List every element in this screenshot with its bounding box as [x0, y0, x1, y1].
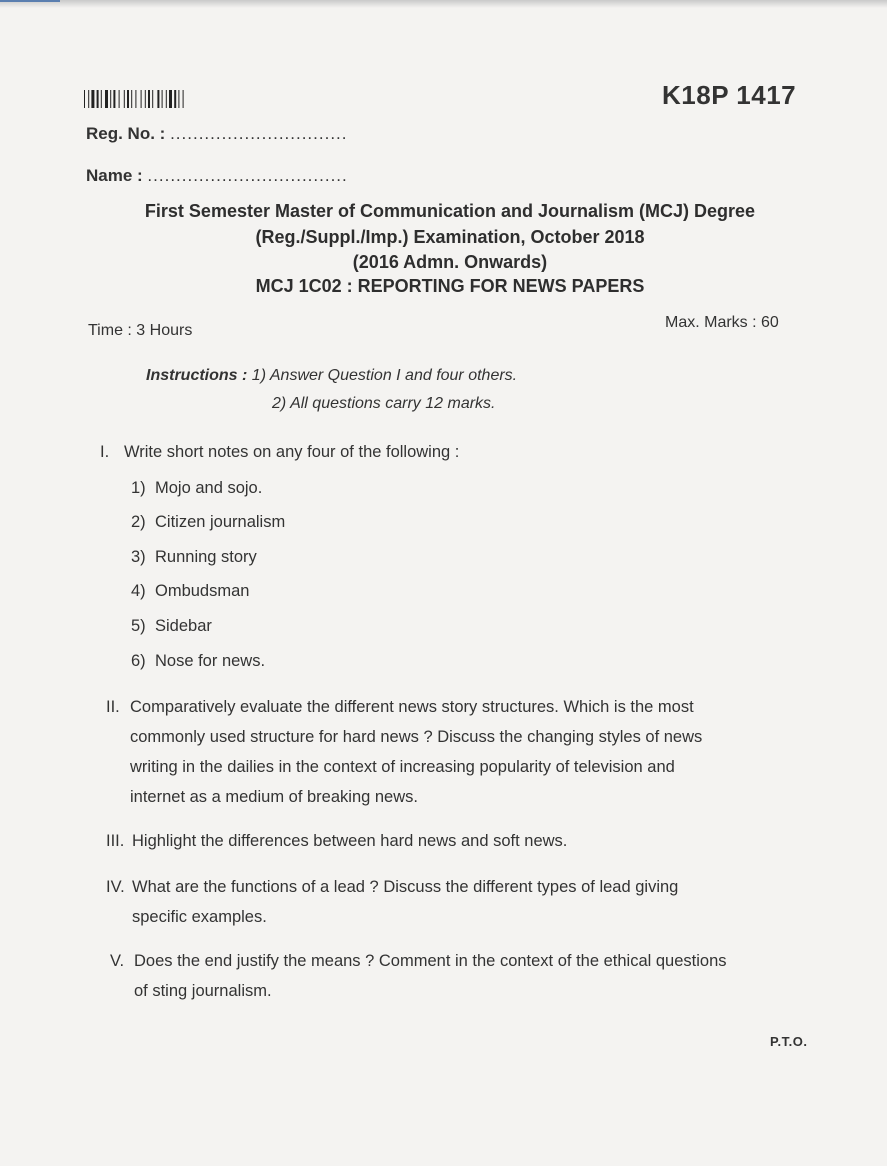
question-number: III.	[106, 832, 125, 850]
sub-question	[131, 652, 265, 671]
sub-number: 3)	[131, 548, 146, 566]
question-4	[106, 872, 806, 932]
course-title: MCJ 1C02 : REPORTING FOR NEWS PAPERS	[255, 276, 645, 296]
name-field	[86, 166, 348, 186]
sub-question	[131, 548, 257, 567]
max-marks: Max. Marks : 60	[665, 314, 779, 331]
sub-number: 2)	[131, 513, 146, 531]
sub-number: 6)	[131, 652, 146, 670]
sub-question	[131, 617, 212, 636]
sub-text: Running story	[155, 548, 257, 566]
question-line: Highlight the differences between hard news and soft news.	[132, 832, 568, 850]
sub-number: 4)	[131, 582, 146, 600]
question-text	[130, 692, 702, 812]
time-allowed: Time : 3 Hours	[88, 322, 193, 339]
sub-text: Mojo and sojo.	[155, 479, 263, 497]
instruction-2: 2) All questions carry 12 marks.	[272, 395, 496, 412]
exam-title-line3: (2016 Admn. Onwards)	[352, 252, 548, 272]
question-5	[110, 946, 810, 1006]
question-1	[100, 437, 820, 467]
sub-number: 5)	[131, 617, 146, 635]
barcode	[84, 90, 246, 108]
question-text	[132, 872, 678, 932]
reg-no-dots: ...............................	[170, 124, 348, 143]
question-line: commonly used structure for hard news ? Discuss the changing styles of news	[130, 728, 703, 746]
question-number: I.	[100, 443, 110, 461]
instructions-label: Instructions :	[146, 367, 248, 384]
question-line: Comparatively evaluate the different news story structures. Which is the most	[130, 698, 694, 716]
scan-top-edge	[0, 0, 887, 8]
sub-number: 1)	[131, 479, 146, 497]
sub-text: Sidebar	[155, 617, 212, 635]
scan-edge-mark	[0, 0, 60, 2]
sub-question	[131, 479, 262, 498]
question-number: V.	[110, 952, 125, 970]
question-text	[132, 826, 567, 856]
question-line: internet as a medium of breaking news.	[130, 788, 418, 806]
question-line: Does the end justify the means ? Comment in the context of the ethical questions	[134, 952, 727, 970]
sub-text: Ombudsman	[155, 582, 250, 600]
exam-title-line1: First Semester Master of Communication and Journalism (MCJ) Degree	[144, 201, 756, 221]
question-line: What are the functions of a lead ? Discuss the different types of lead giving	[132, 878, 679, 896]
sub-question	[131, 513, 285, 532]
question-2	[106, 692, 806, 812]
question-3	[106, 826, 806, 856]
question-line: specific examples.	[132, 908, 267, 926]
question-text	[134, 946, 727, 1006]
question-number: II.	[106, 698, 120, 716]
question-line: writing in the dailies in the context of increasing popularity of television and	[130, 758, 675, 776]
name-dots: ...................................	[147, 166, 348, 185]
exam-title-line2: (Reg./Suppl./Imp.) Examination, October 2018	[255, 227, 645, 247]
instruction-line1	[146, 367, 517, 385]
paper-code: K18P 1417	[662, 80, 797, 110]
page-turn-over: P.T.O.	[770, 1034, 808, 1049]
instruction-1: 1) Answer Question I and four others.	[251, 367, 518, 384]
sub-text: Citizen journalism	[155, 513, 286, 531]
question-text: Write short notes on any four of the following :	[124, 443, 460, 461]
question-line: of sting journalism.	[134, 982, 272, 1000]
reg-no-field	[86, 124, 348, 144]
sub-question	[131, 582, 249, 601]
question-number: IV.	[106, 878, 125, 896]
sub-text: Nose for news.	[155, 652, 266, 670]
reg-no-label: Reg. No. :	[86, 124, 166, 143]
name-label: Name :	[86, 166, 143, 185]
